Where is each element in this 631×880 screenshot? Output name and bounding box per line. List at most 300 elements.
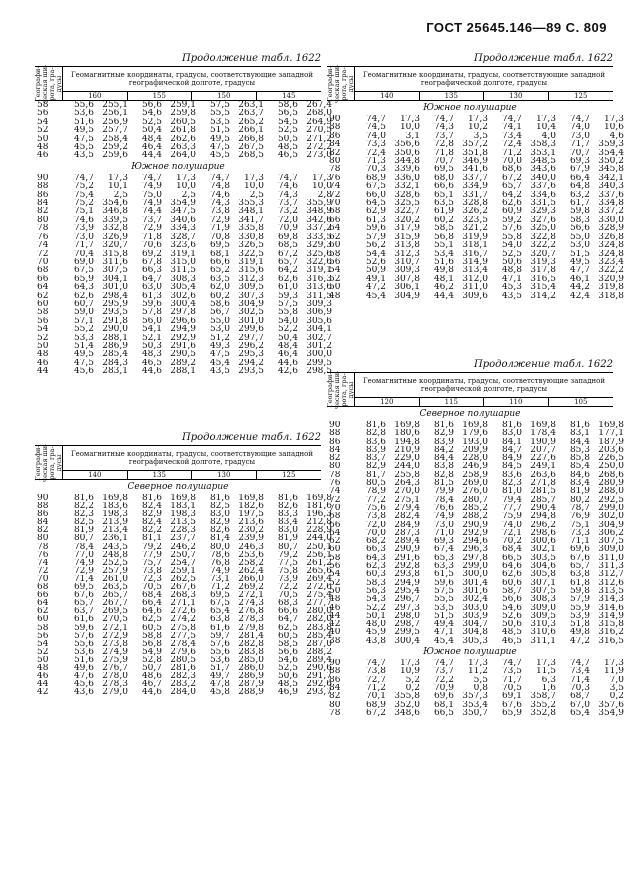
geomagnetic-latitude-cell: 74,3 bbox=[277, 190, 298, 200]
geomagnetic-latitude-cell: 54,6 bbox=[141, 109, 162, 118]
geomagnetic-latitude-cell: 60,3 bbox=[365, 570, 386, 579]
geomagnetic-longitude-cell: 287,9 bbox=[238, 680, 264, 689]
geomagnetic-longitude-cell: 310,6 bbox=[530, 628, 556, 637]
geomagnetic-latitude-cell: 74,6 bbox=[209, 190, 230, 200]
geomagnetic-latitude-cell: 68,5 bbox=[277, 241, 298, 250]
geomagnetic-longitude-cell: 244,0 bbox=[394, 462, 420, 471]
table-row bbox=[327, 266, 629, 274]
latitude-cell: 80 bbox=[329, 157, 341, 166]
geomagnetic-latitude-cell: 49,8 bbox=[433, 266, 454, 275]
latitude-cell: 54 bbox=[329, 266, 341, 275]
geomagnetic-latitude-cell: 52,2 bbox=[277, 325, 298, 334]
geomagnetic-latitude-cell: 61,8 bbox=[569, 578, 590, 587]
geomagnetic-longitude-cell: 275,4 bbox=[306, 591, 332, 600]
table-row bbox=[35, 534, 337, 542]
latitude-cell: 46 bbox=[37, 358, 49, 368]
geomagnetic-longitude-cell: 282,3 bbox=[170, 672, 196, 681]
table-row bbox=[35, 599, 337, 607]
geomagnetic-longitude-cell: 329,3 bbox=[530, 207, 556, 216]
geomagnetic-latitude-cell: 72,3 bbox=[141, 574, 162, 584]
geomagnetic-longitude-cell: 346,8 bbox=[102, 207, 128, 216]
geomagnetic-longitude-cell: 323,5 bbox=[462, 215, 488, 225]
geomagnetic-latitude-cell: 70,3 bbox=[365, 165, 386, 174]
geomagnetic-latitude-cell: 65,7 bbox=[501, 182, 522, 191]
latitude-cell: 84 bbox=[37, 518, 49, 527]
geomagnetic-latitude-cell: 72,9 bbox=[209, 215, 230, 225]
geomagnetic-latitude-cell: 64,7 bbox=[277, 615, 298, 624]
geomagnetic-latitude-cell: 51,8 bbox=[569, 620, 590, 629]
geomagnetic-latitude-cell: 50,6 bbox=[501, 620, 522, 629]
geomagnetic-latitude-cell: 73,5 bbox=[501, 667, 522, 676]
geomagnetic-longitude-cell: 355,2 bbox=[530, 700, 556, 709]
latitude-cell: 82 bbox=[37, 207, 49, 216]
longitude-header: 140 bbox=[355, 92, 420, 100]
geomagnetic-latitude-cell: 49,3 bbox=[209, 341, 230, 351]
geomagnetic-longitude-cell: 309,5 bbox=[238, 283, 264, 292]
geomagnetic-longitude-cell: 181,6 bbox=[306, 502, 332, 511]
latitude-cell: 56 bbox=[37, 631, 49, 640]
geomagnetic-longitude-cell: 309,0 bbox=[530, 603, 556, 612]
latitude-cell: 58 bbox=[329, 249, 341, 258]
geomagnetic-longitude-cell: 258,2 bbox=[238, 558, 264, 567]
table-block-left-top bbox=[33, 52, 332, 376]
latitude-cell: 82 bbox=[37, 526, 49, 535]
geomagnetic-longitude-cell: 282,4 bbox=[394, 512, 420, 521]
geomagnetic-latitude-cell: 55,2 bbox=[73, 325, 94, 334]
geomagnetic-longitude-cell: 343,6 bbox=[530, 165, 556, 174]
geomagnetic-longitude-cell: 299,0 bbox=[462, 562, 488, 571]
geomagnetic-longitude-cell: 259,6 bbox=[102, 151, 128, 160]
geomagnetic-longitude-cell: 345,8 bbox=[598, 165, 624, 174]
geomagnetic-latitude-cell: 65,7 bbox=[569, 562, 590, 571]
table-row bbox=[327, 275, 629, 283]
geomagnetic-longitude-cell: 296,6 bbox=[170, 316, 196, 326]
table-row bbox=[327, 676, 629, 684]
geomagnetic-longitude-cell: 273,8 bbox=[102, 639, 128, 648]
latitude-cell: 90 bbox=[329, 115, 341, 124]
latitude-cell: 90 bbox=[37, 494, 49, 503]
geomagnetic-longitude-cell: 270,0 bbox=[394, 487, 420, 496]
geomagnetic-longitude-cell: 282,8 bbox=[238, 639, 264, 648]
geomagnetic-latitude-cell: 66,3 bbox=[365, 545, 386, 554]
latitude-cell: 76 bbox=[37, 550, 49, 559]
geomagnetic-longitude-cell: 298,4 bbox=[102, 291, 128, 300]
geomagnetic-latitude-cell: 73,8 bbox=[141, 566, 162, 575]
geomagnetic-longitude-cell: 2,5 bbox=[113, 190, 128, 200]
geomagnetic-latitude-cell: 53,6 bbox=[73, 109, 94, 118]
geomagnetic-longitude-cell: 307,8 bbox=[394, 274, 420, 284]
geomagnetic-longitude-cell: 253,6 bbox=[238, 550, 264, 559]
geomagnetic-longitude-cell: 281,5 bbox=[530, 487, 556, 496]
geomagnetic-longitude-cell: 311,5 bbox=[170, 266, 196, 275]
geomagnetic-longitude-cell: 324,8 bbox=[598, 241, 624, 250]
geomagnetic-latitude-cell: 60,7 bbox=[73, 299, 94, 309]
geomagnetic-latitude-cell: 82,9 bbox=[141, 510, 162, 519]
geomagnetic-longitude-cell: 352,0 bbox=[394, 700, 420, 709]
geomagnetic-latitude-cell: 59,6 bbox=[433, 578, 454, 587]
geomagnetic-latitude-cell: 73,0 bbox=[569, 131, 590, 141]
geomagnetic-longitude-cell: 248,8 bbox=[102, 550, 128, 559]
geomagnetic-longitude-cell: 328,6 bbox=[394, 190, 420, 200]
geomagnetic-latitude-cell: 50,7 bbox=[141, 663, 162, 673]
geomagnetic-header: Геомагнитные координаты, градусы, соответствующие западной географической долготе, градусы bbox=[63, 67, 321, 92]
latitude-cell: 52 bbox=[37, 126, 49, 135]
geomagnetic-longitude-cell: 309,3 bbox=[394, 266, 420, 275]
longitude-header: 140 bbox=[63, 471, 128, 479]
geomagnetic-longitude-cell: 299,5 bbox=[394, 628, 420, 637]
table-row bbox=[327, 496, 629, 504]
geomagnetic-latitude-cell: 84,4 bbox=[569, 437, 590, 446]
geomagnetic-latitude-cell: 56,5 bbox=[277, 109, 298, 118]
geomagnetic-longitude-cell: 210,9 bbox=[394, 445, 420, 455]
geomagnetic-latitude-cell: 66,5 bbox=[433, 708, 454, 718]
geomagnetic-longitude-cell: 346,9 bbox=[462, 157, 488, 166]
geomagnetic-longitude-cell: 243,5 bbox=[102, 542, 128, 551]
table-row bbox=[35, 250, 337, 258]
geomagnetic-latitude-cell: 44,6 bbox=[141, 367, 162, 376]
geomagnetic-longitude-cell: 319,1 bbox=[170, 249, 196, 258]
latitude-cell: 50 bbox=[329, 283, 341, 292]
geomagnetic-longitude-cell: 290,4 bbox=[530, 503, 556, 513]
geomagnetic-latitude-cell: 52,6 bbox=[365, 257, 386, 267]
geomagnetic-latitude-cell: 80,2 bbox=[569, 495, 590, 504]
geomagnetic-longitude-cell: 322,6 bbox=[306, 257, 332, 267]
geomagnetic-longitude-cell: 290,9 bbox=[462, 520, 488, 529]
continuation-label: Продолжение табл. 1622 bbox=[182, 432, 321, 443]
geomagnetic-latitude-cell: 58,6 bbox=[277, 101, 298, 110]
geomagnetic-longitude-cell: 313,4 bbox=[462, 266, 488, 275]
geomagnetic-longitude-cell: 296,3 bbox=[462, 545, 488, 554]
geomagnetic-latitude-cell: 48,0 bbox=[365, 620, 386, 629]
geomagnetic-latitude-cell: 58,7 bbox=[501, 586, 522, 596]
geomagnetic-longitude-cell: 305,3 bbox=[462, 636, 488, 646]
geomagnetic-longitude-cell: 249,1 bbox=[530, 462, 556, 471]
latitude-cell: 60 bbox=[329, 241, 341, 250]
geomagnetic-longitude-cell: 17,3 bbox=[535, 659, 556, 668]
table-row bbox=[35, 583, 337, 591]
geomagnetic-longitude-cell: 354,4 bbox=[598, 148, 624, 158]
geomagnetic-longitude-cell: 292,5 bbox=[598, 495, 624, 504]
geomagnetic-longitude-cell: 312,3 bbox=[238, 274, 264, 284]
geomagnetic-longitude-cell: 209,9 bbox=[462, 445, 488, 455]
geomagnetic-longitude-cell: 304,7 bbox=[462, 620, 488, 629]
geomagnetic-longitude-cell: 10,0 bbox=[243, 182, 264, 191]
geomagnetic-latitude-cell: 71,9 bbox=[209, 224, 230, 233]
geomagnetic-latitude-cell: 82,9 bbox=[433, 429, 454, 438]
geomagnetic-longitude-cell: 337,6 bbox=[598, 190, 624, 200]
geomagnetic-latitude-cell: 51,2 bbox=[209, 333, 230, 342]
geomagnetic-latitude-cell: 74,8 bbox=[209, 182, 230, 191]
table-row bbox=[35, 308, 337, 316]
table-row bbox=[327, 250, 629, 258]
latitude-cell: 38 bbox=[329, 636, 341, 646]
geomagnetic-latitude-cell: 76,8 bbox=[209, 558, 230, 567]
geomagnetic-latitude-cell: 58,6 bbox=[209, 299, 230, 309]
geomagnetic-longitude-cell: 285,4 bbox=[102, 350, 128, 359]
geomagnetic-latitude-cell: 51,6 bbox=[433, 257, 454, 267]
geomagnetic-longitude-cell: 311,3 bbox=[598, 562, 624, 571]
geomagnetic-longitude-cell: 359,3 bbox=[598, 140, 624, 149]
geomagnetic-latitude-cell: 58,3 bbox=[569, 215, 590, 225]
geomagnetic-latitude-cell: 69,3 bbox=[433, 537, 454, 546]
table-row bbox=[35, 258, 337, 266]
geomagnetic-latitude-cell: 74,7 bbox=[569, 115, 590, 124]
latitude-cell: 86 bbox=[329, 675, 341, 684]
geomagnetic-latitude-cell: 67,2 bbox=[277, 249, 298, 258]
latitude-header bbox=[33, 443, 63, 482]
geomagnetic-latitude-cell: 57,5 bbox=[277, 299, 298, 309]
geomagnetic-latitude-cell: 54,6 bbox=[277, 655, 298, 664]
geomagnetic-latitude-cell: 83,4 bbox=[277, 518, 298, 527]
geomagnetic-latitude-cell: 63,5 bbox=[209, 274, 230, 284]
geomagnetic-latitude-cell: 74,0 bbox=[365, 131, 386, 141]
geomagnetic-latitude-cell: 70,5 bbox=[141, 583, 162, 592]
geomagnetic-latitude-cell: 82,5 bbox=[209, 502, 230, 511]
latitude-cell: 52 bbox=[37, 647, 49, 656]
geomagnetic-latitude-cell: 83,6 bbox=[365, 437, 386, 446]
geomagnetic-longitude-cell: 309,0 bbox=[598, 545, 624, 554]
geomagnetic-longitude-cell: 17,3 bbox=[399, 115, 420, 124]
latitude-cell: 70 bbox=[37, 257, 49, 267]
geomagnetic-latitude-cell: 70,2 bbox=[501, 537, 522, 546]
geomagnetic-longitude-cell: 291,6 bbox=[170, 341, 196, 351]
geomagnetic-latitude-cell: 66,6 bbox=[277, 607, 298, 616]
geomagnetic-longitude-cell: 257,9 bbox=[102, 566, 128, 575]
geomagnetic-longitude-cell: 196,3 bbox=[306, 510, 332, 519]
geomagnetic-latitude-cell: 70,0 bbox=[365, 528, 386, 538]
latitude-cell: 60 bbox=[329, 545, 341, 554]
geomagnetic-longitude-cell: 284,0 bbox=[170, 688, 196, 697]
longitude-header: 125 bbox=[574, 92, 588, 100]
geomagnetic-longitude-cell: 197,5 bbox=[238, 510, 264, 519]
geomagnetic-longitude-cell: 291,7 bbox=[306, 672, 332, 681]
latitude-cell: 82 bbox=[329, 454, 341, 463]
latitude-cell: 90 bbox=[329, 421, 341, 430]
geomagnetic-longitude-cell: 290,9 bbox=[394, 545, 420, 554]
geomagnetic-longitude-cell: 263,1 bbox=[238, 101, 264, 110]
geomagnetic-longitude-cell: 335,8 bbox=[238, 224, 264, 233]
latitude-cell: 60 bbox=[37, 299, 49, 309]
geomagnetic-longitude-cell: 355,9 bbox=[306, 199, 332, 208]
geomagnetic-longitude-cell: 17,3 bbox=[243, 173, 264, 183]
geomagnetic-longitude-cell: 326,9 bbox=[102, 232, 128, 242]
geomagnetic-latitude-cell: 43,5 bbox=[73, 151, 94, 160]
geomagnetic-latitude-cell: 52,6 bbox=[501, 611, 522, 621]
geomagnetic-longitude-cell: 272,9 bbox=[102, 631, 128, 640]
latitude-cell: 54 bbox=[37, 117, 49, 127]
geomagnetic-longitude-cell: 5,5 bbox=[473, 675, 488, 684]
geomagnetic-longitude-cell: 309,5 bbox=[530, 611, 556, 621]
geomagnetic-longitude-cell: 334,3 bbox=[170, 224, 196, 233]
geomagnetic-longitude-cell: 328,9 bbox=[598, 224, 624, 233]
geomagnetic-latitude-cell: 61,9 bbox=[433, 207, 454, 216]
geomagnetic-longitude-cell: 269,4 bbox=[306, 574, 332, 584]
geomagnetic-longitude-cell: 298,6 bbox=[530, 528, 556, 538]
geomagnetic-latitude-cell: 69,5 bbox=[433, 165, 454, 174]
geomagnetic-latitude-cell: 81,6 bbox=[569, 421, 590, 430]
geomagnetic-longitude-cell: 261,8 bbox=[170, 126, 196, 135]
geomagnetic-latitude-cell: 59,8 bbox=[569, 586, 590, 596]
geomagnetic-longitude-cell: 278,3 bbox=[102, 680, 128, 689]
geomagnetic-latitude-cell: 58,5 bbox=[433, 224, 454, 233]
latitude-cell: 66 bbox=[37, 274, 49, 284]
geomagnetic-latitude-cell: 80,0 bbox=[209, 542, 230, 551]
longitude-header: 145 bbox=[282, 92, 296, 100]
geomagnetic-latitude-cell: 83,3 bbox=[277, 510, 298, 519]
geomagnetic-latitude-cell: 66,6 bbox=[433, 182, 454, 191]
geomagnetic-latitude-cell: 43,5 bbox=[209, 367, 230, 376]
table-row bbox=[35, 109, 337, 117]
geomagnetic-latitude-cell: 75,6 bbox=[365, 503, 386, 513]
geomagnetic-latitude-cell: 47,7 bbox=[569, 266, 590, 275]
geomagnetic-longitude-cell: 289,4 bbox=[394, 537, 420, 546]
geomagnetic-latitude-cell: 65,7 bbox=[277, 257, 298, 267]
geomagnetic-longitude-cell: 342,6 bbox=[306, 215, 332, 225]
table-row bbox=[327, 529, 629, 537]
geomagnetic-latitude-cell: 67,6 bbox=[569, 553, 590, 563]
geomagnetic-longitude-cell: 299,6 bbox=[238, 325, 264, 334]
geomagnetic-longitude-cell: 339,6 bbox=[394, 165, 420, 174]
latitude-cell: 68 bbox=[37, 583, 49, 592]
geomagnetic-longitude-cell: 293,5 bbox=[238, 367, 264, 376]
geomagnetic-latitude-cell: 74,1 bbox=[501, 123, 522, 132]
geomagnetic-latitude-cell: 56,6 bbox=[277, 647, 298, 656]
geomagnetic-latitude-cell: 81,6 bbox=[73, 494, 94, 503]
geomagnetic-latitude-cell: 72,4 bbox=[501, 140, 522, 149]
geomagnetic-longitude-cell: 290,0 bbox=[102, 325, 128, 334]
geomagnetic-longitude-cell: 328,8 bbox=[462, 199, 488, 208]
geomagnetic-latitude-cell: 74,7 bbox=[365, 115, 386, 124]
table-row bbox=[327, 233, 629, 241]
longitude-header: 155 bbox=[128, 92, 193, 100]
geomagnetic-longitude-cell: 332,1 bbox=[394, 182, 420, 191]
geomagnetic-longitude-cell: 314,9 bbox=[598, 611, 624, 621]
geomagnetic-latitude-cell: 60,9 bbox=[501, 207, 522, 216]
geomagnetic-longitude-cell: 283,8 bbox=[306, 623, 332, 632]
latitude-cell: 66 bbox=[329, 215, 341, 225]
geomagnetic-latitude-cell: 53,4 bbox=[433, 249, 454, 258]
geomagnetic-latitude-cell: 68,2 bbox=[365, 537, 386, 546]
geomagnetic-latitude-cell: 57,9 bbox=[569, 595, 590, 604]
latitude-cell: 58 bbox=[329, 553, 341, 563]
table-row bbox=[35, 135, 337, 143]
geomagnetic-longitude-cell: 306,2 bbox=[598, 528, 624, 538]
table-row bbox=[327, 199, 629, 207]
table-row bbox=[35, 101, 337, 109]
geomagnetic-latitude-cell: 66,4 bbox=[569, 173, 590, 183]
table-row bbox=[327, 207, 629, 215]
geomagnetic-latitude-cell: 82,6 bbox=[277, 502, 298, 511]
geomagnetic-latitude-cell: 57,5 bbox=[209, 101, 230, 110]
geomagnetic-latitude-cell: 52,5 bbox=[277, 126, 298, 135]
geomagnetic-latitude-cell: 78,9 bbox=[365, 487, 386, 496]
geomagnetic-latitude-cell: 54,1 bbox=[141, 325, 162, 334]
geomagnetic-longitude-cell: 311,0 bbox=[462, 283, 488, 292]
geomagnetic-longitude-cell: 312,6 bbox=[598, 578, 624, 587]
table-row bbox=[35, 615, 337, 623]
table-row bbox=[327, 620, 629, 628]
geomagnetic-latitude-cell: 72,9 bbox=[141, 224, 162, 233]
geomagnetic-latitude-cell: 46,1 bbox=[569, 274, 590, 284]
geomagnetic-latitude-cell: 81,6 bbox=[365, 421, 386, 430]
geomagnetic-longitude-cell: 283,2 bbox=[170, 680, 196, 689]
data-table bbox=[35, 174, 337, 376]
geomagnetic-latitude-cell: 52,1 bbox=[141, 333, 162, 342]
table-row bbox=[35, 182, 337, 190]
latitude-cell: 84 bbox=[329, 140, 341, 149]
geomagnetic-longitude-cell: 182,6 bbox=[238, 502, 264, 511]
longitude-header: 160 bbox=[63, 92, 128, 100]
geomagnetic-latitude-cell: 80,5 bbox=[365, 479, 386, 488]
table-row bbox=[327, 258, 629, 266]
geomagnetic-longitude-cell: 330,8 bbox=[238, 232, 264, 242]
geomagnetic-latitude-cell: 60,6 bbox=[501, 578, 522, 587]
geomagnetic-longitude-cell: 311,6 bbox=[102, 257, 128, 267]
geomagnetic-latitude-cell: 74,7 bbox=[365, 659, 386, 668]
geomagnetic-longitude-cell: 304,9 bbox=[238, 299, 264, 309]
geomagnetic-latitude-cell: 59,6 bbox=[141, 299, 162, 309]
geomagnetic-latitude-cell: 55,0 bbox=[209, 316, 230, 326]
table-row bbox=[327, 165, 629, 173]
geomagnetic-latitude-cell: 85,3 bbox=[569, 445, 590, 455]
geomagnetic-latitude-cell: 62,5 bbox=[141, 615, 162, 624]
geomagnetic-longitude-cell: 272,1 bbox=[238, 591, 264, 600]
geomagnetic-latitude-cell: 61,6 bbox=[73, 615, 94, 624]
geomagnetic-longitude-cell: 319,1 bbox=[306, 266, 332, 275]
table-row bbox=[327, 521, 629, 529]
geomagnetic-longitude-cell: 11,9 bbox=[603, 667, 624, 676]
geomagnetic-latitude-cell: 55,6 bbox=[209, 647, 230, 656]
table-row bbox=[35, 317, 337, 325]
geomagnetic-longitude-cell: 286,0 bbox=[238, 663, 264, 673]
latitude-cell: 58 bbox=[37, 308, 49, 317]
latitude-cell: 44 bbox=[37, 367, 49, 376]
geomagnetic-latitude-cell: 44,6 bbox=[277, 358, 298, 368]
geomagnetic-longitude-cell: 322,7 bbox=[394, 207, 420, 216]
geomagnetic-latitude-cell: 77,0 bbox=[73, 550, 94, 559]
table-row bbox=[327, 554, 629, 562]
geomagnetic-longitude-cell: 10,9 bbox=[399, 667, 420, 676]
longitude-header: 130 bbox=[192, 471, 257, 479]
geomagnetic-longitude-cell: 262,4 bbox=[238, 566, 264, 575]
table-block-left-bottom bbox=[33, 431, 332, 697]
latitude-header bbox=[325, 370, 355, 409]
table-row bbox=[35, 494, 337, 502]
geomagnetic-longitude-cell: 325,6 bbox=[306, 249, 332, 258]
table-row bbox=[327, 429, 629, 437]
geomagnetic-longitude-cell: 316,7 bbox=[462, 249, 488, 258]
geomagnetic-longitude-cell: 314,6 bbox=[598, 603, 624, 612]
geomagnetic-latitude-cell: 71,1 bbox=[569, 537, 590, 546]
geomagnetic-longitude-cell: 290,6 bbox=[306, 663, 332, 673]
geomagnetic-longitude-cell: 342,1 bbox=[598, 173, 624, 183]
geomagnetic-longitude-cell: 276,0 bbox=[462, 487, 488, 496]
latitude-cell: 50 bbox=[37, 134, 49, 144]
geomagnetic-latitude-cell: 73,2 bbox=[277, 207, 298, 216]
table-row bbox=[327, 637, 629, 645]
table-row bbox=[35, 656, 337, 664]
geomagnetic-latitude-cell: 51,7 bbox=[209, 663, 230, 673]
latitude-cell: 80 bbox=[37, 534, 49, 543]
geomagnetic-longitude-cell: 259,8 bbox=[170, 109, 196, 118]
geomagnetic-latitude-cell: 83,0 bbox=[277, 526, 298, 535]
geomagnetic-latitude-cell: 61,6 bbox=[209, 623, 230, 632]
geomagnetic-longitude-cell: 276,7 bbox=[102, 663, 128, 673]
latitude-cell: 84 bbox=[37, 199, 49, 208]
geomagnetic-latitude-cell: 65,2 bbox=[209, 266, 230, 275]
longitude-header: 130 bbox=[484, 92, 549, 100]
geomagnetic-longitude-cell: 304,6 bbox=[530, 562, 556, 571]
